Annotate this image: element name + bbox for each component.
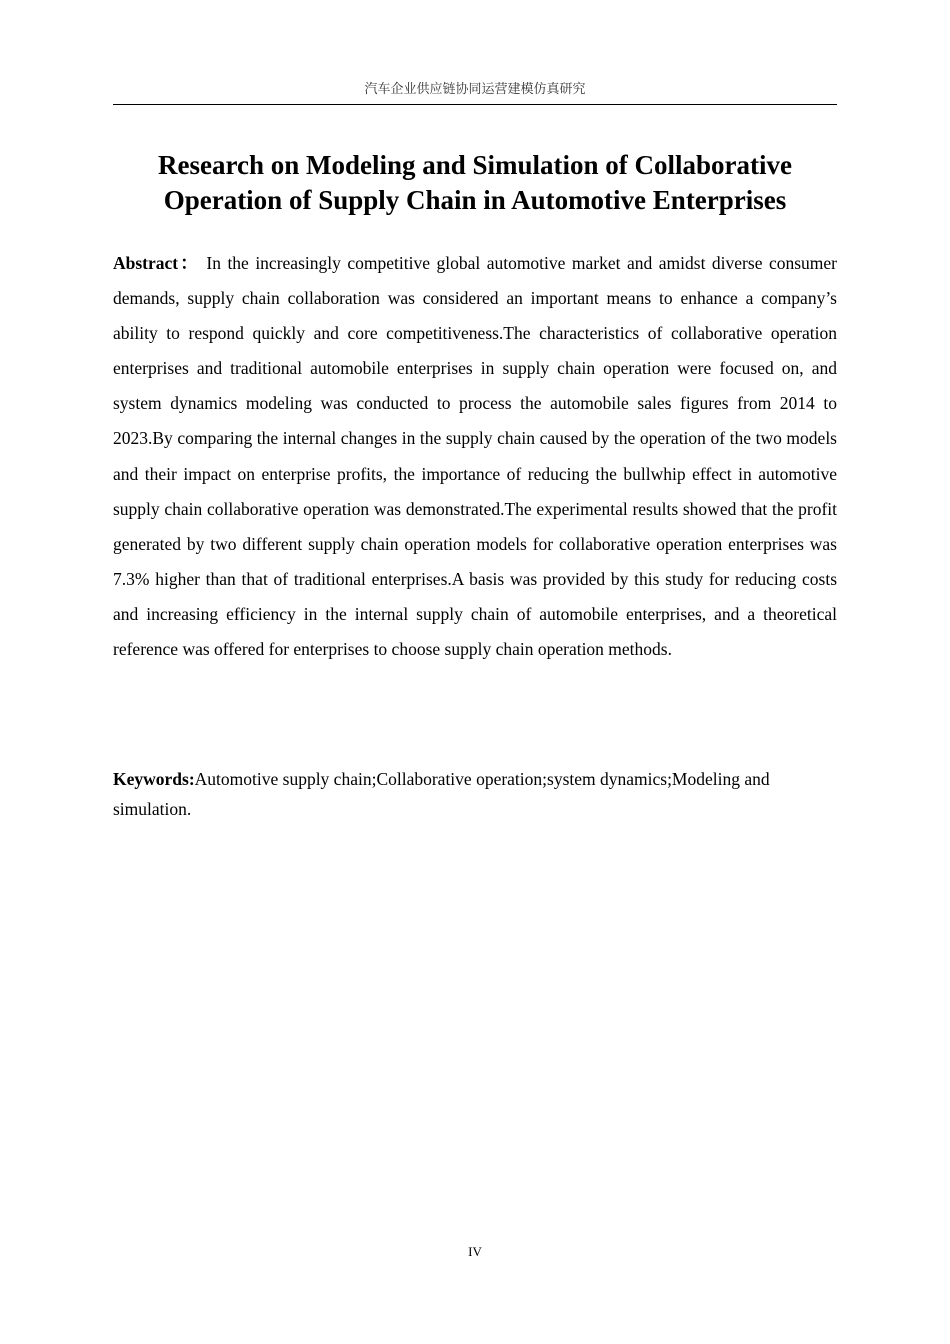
paper-title: Research on Modeling and Simulation of Collaborative Operation of Supply Chain in Automotive Enterprises bbox=[157, 150, 793, 215]
abstract-paragraph bbox=[113, 246, 837, 667]
abstract-text: In the increasingly competitive global automotive market and amidst diverse consumer demands, supply chain collaboration was considered an important means to enhance a company’s ability to respond quickly and core competitiveness.The characteristics of collaborative operation enterprises and traditional automobile enterprises in supply chain operation were focused on, and system dynamics modeling was conducted to process the automobile sales figures from 2014 to 2023.By comparing the internal changes in the supply chain caused by the operation of the two models and their impact on enterprise profits, the importance of reducing the bullwhip effect in automotive supply chain collaborative operation was demonstrated.The experimental results showed that the profit generated by two different supply chain operation models for collaborative operation enterprises was 7.3% higher than that of traditional enterprises.A basis was provided by this study for reducing costs and increasing efficiency in the internal supply chain of automobile enterprises, and a theoretical reference was offered for enterprises to choose supply chain operation methods. bbox=[113, 253, 837, 660]
running-header-title: 汽车企业供应链协同运营建模仿真研究 bbox=[364, 82, 586, 97]
keywords-label: Keywords: bbox=[113, 769, 195, 789]
keywords-text: Automotive supply chain;Collaborative operation;system dynamics;Modeling and simulation. bbox=[113, 769, 770, 819]
abstract-label: Abstract： bbox=[113, 253, 200, 273]
page-number: IV bbox=[468, 1244, 482, 1259]
keywords-paragraph bbox=[113, 764, 837, 824]
running-header bbox=[113, 80, 837, 105]
